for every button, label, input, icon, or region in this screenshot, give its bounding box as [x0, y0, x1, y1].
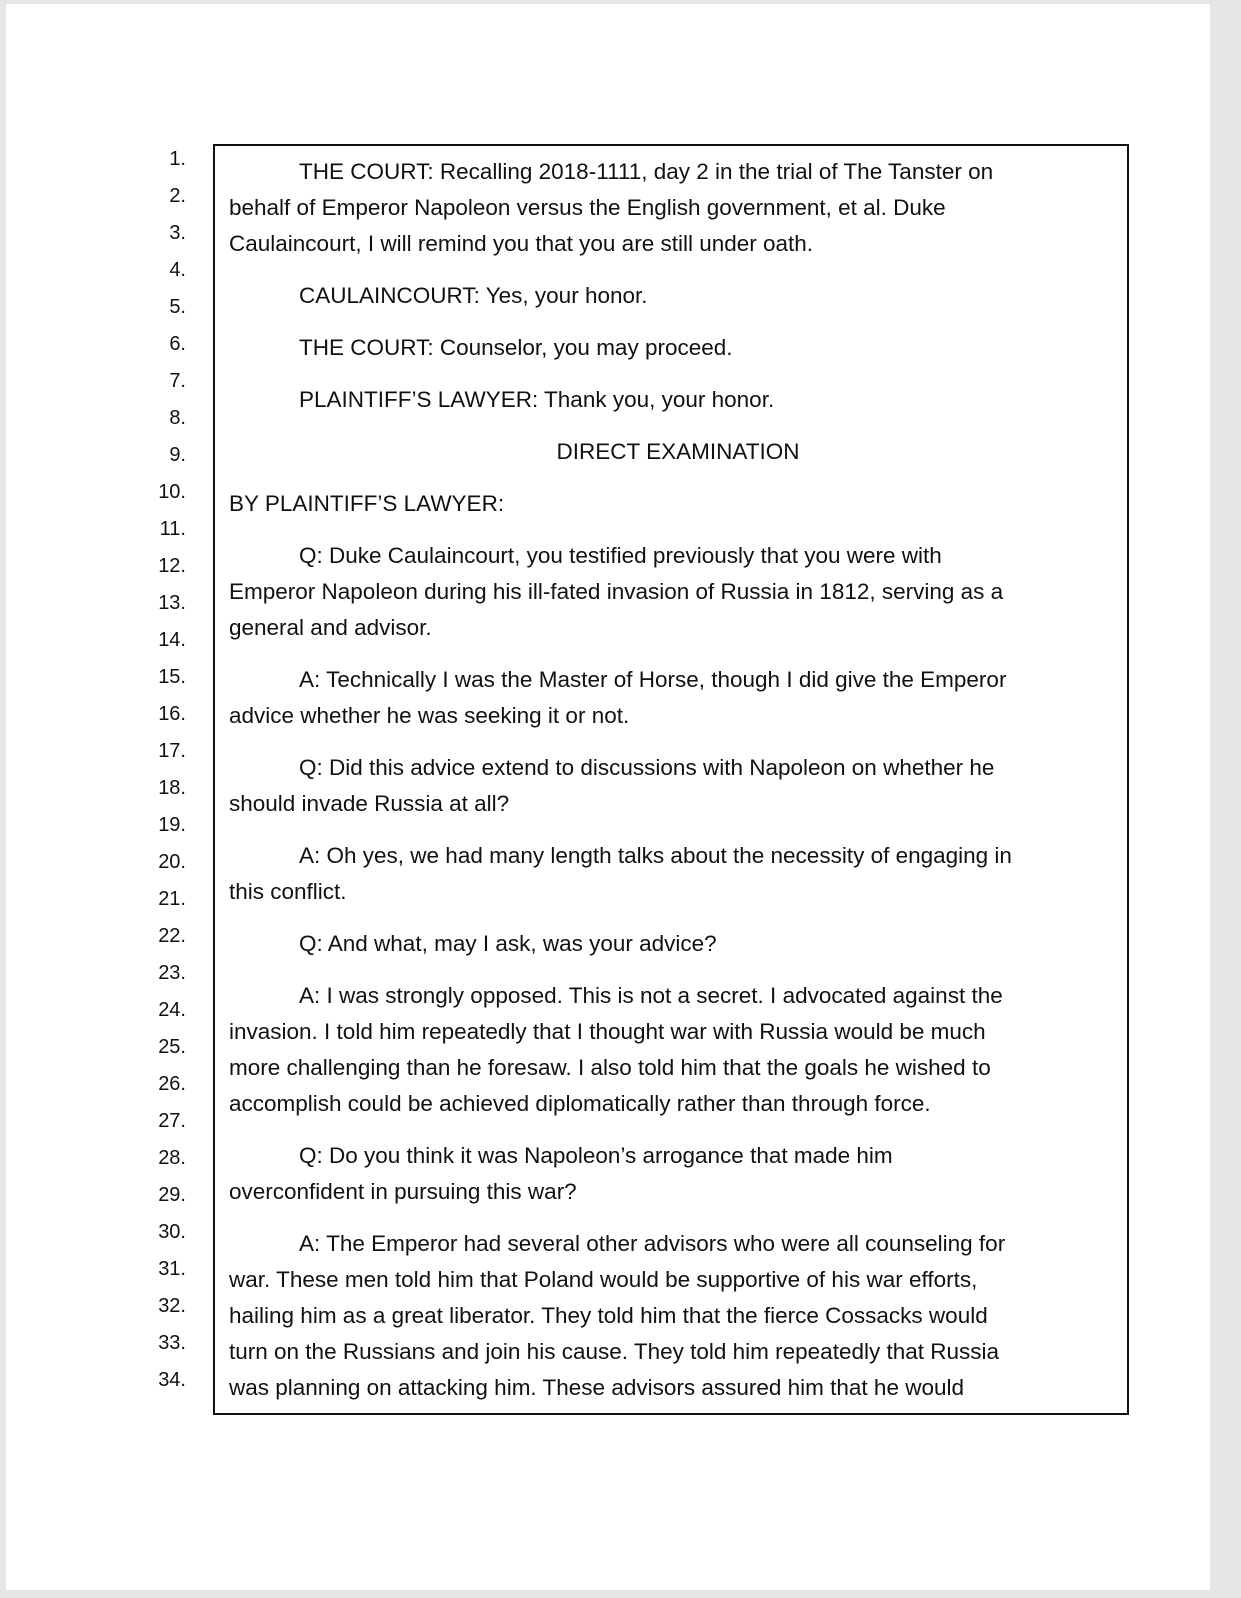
text-line: CAULAINCOURT: Yes, your honor.	[299, 283, 648, 308]
line-number: 15.	[158, 666, 186, 688]
line-number: 20.	[158, 851, 186, 873]
line-number: 24.	[158, 999, 186, 1021]
text-line: BY PLAINTIFF’S LAWYER:	[229, 491, 505, 516]
line-number: 25.	[158, 1036, 186, 1058]
text-line: behalf of Emperor Napoleon versus the English government, et al. Duke	[229, 195, 946, 220]
text-line: A: Technically I was the Master of Horse, though I did give the Emperor	[299, 667, 1007, 692]
text-line: DIRECT EXAMINATION	[556, 439, 800, 464]
transcript-paragraph	[229, 278, 1127, 314]
line-number: 14.	[158, 629, 186, 651]
text-line: should invade Russia at all?	[229, 791, 510, 816]
text-line: THE COURT: Counselor, you may proceed.	[299, 335, 733, 360]
line-number: 17.	[158, 740, 186, 762]
transcript-paragraph	[229, 978, 1127, 1122]
line-number: 32.	[158, 1295, 186, 1317]
text-line: advice whether he was seeking it or not.	[229, 703, 630, 728]
line-number: 13.	[158, 592, 186, 614]
text-line: accomplish could be achieved diplomatically rather than through force.	[229, 1091, 931, 1116]
transcript-paragraph	[229, 330, 1127, 366]
text-line: A: Oh yes, we had many length talks about the necessity of engaging in	[299, 843, 1012, 868]
text-line: Q: Duke Caulaincourt, you testified previously that you were with	[299, 543, 942, 568]
line-number: 1.	[169, 148, 186, 170]
text-line: overconfident in pursuing this war?	[229, 1179, 577, 1204]
line-number: 23.	[158, 962, 186, 984]
line-number: 19.	[158, 814, 186, 836]
line-number: 11.	[159, 518, 186, 540]
transcript-text-box	[213, 144, 1129, 1415]
text-line: war. These men told him that Poland would be supportive of his war efforts,	[229, 1267, 978, 1292]
line-number: 28.	[158, 1147, 186, 1169]
line-number: 8.	[169, 407, 186, 429]
line-number: 2.	[169, 185, 186, 207]
text-line: Q: And what, may I ask, was your advice?	[299, 931, 717, 956]
document-page	[6, 4, 1210, 1590]
text-line: was planning on attacking him. These advisors assured him that he would	[229, 1375, 964, 1400]
line-number: 33.	[158, 1332, 186, 1354]
line-number: 21.	[158, 888, 186, 910]
line-number: 34.	[158, 1369, 186, 1391]
text-line: Caulaincourt, I will remind you that you are still under oath.	[229, 231, 814, 256]
text-line: Emperor Napoleon during his ill-fated invasion of Russia in 1812, serving as a	[229, 579, 1004, 604]
line-number: 9.	[169, 444, 186, 466]
text-line: hailing him as a great liberator. They told him that the fierce Cossacks would	[229, 1303, 988, 1328]
line-number: 4.	[169, 259, 186, 281]
line-number: 6.	[169, 333, 186, 355]
line-number: 3.	[169, 222, 186, 244]
text-line: A: The Emperor had several other advisors who were all counseling for	[299, 1231, 1006, 1256]
text-line: PLAINTIFF’S LAWYER: Thank you, your honor.	[299, 387, 775, 412]
line-number: 5.	[169, 296, 186, 318]
transcript-paragraph	[229, 154, 1127, 262]
transcript-paragraph	[229, 1226, 1127, 1406]
text-line: this conflict.	[229, 879, 347, 904]
line-number: 12.	[158, 555, 186, 577]
transcript-paragraph	[229, 538, 1127, 646]
text-line: invasion. I told him repeatedly that I thought war with Russia would be much	[229, 1019, 986, 1044]
text-line: general and advisor.	[229, 615, 432, 640]
transcript-paragraph	[229, 382, 1127, 418]
text-line: Q: Did this advice extend to discussions with Napoleon on whether he	[299, 755, 995, 780]
line-number: 26.	[158, 1073, 186, 1095]
line-number: 7.	[169, 370, 186, 392]
text-line: THE COURT: Recalling 2018-1111, day 2 in the trial of The Tanster on	[299, 159, 994, 184]
text-line: Q: Do you think it was Napoleon’s arrogance that made him	[299, 1143, 893, 1168]
line-number: 30.	[158, 1221, 186, 1243]
transcript-paragraph	[229, 434, 1127, 470]
transcript-paragraph	[229, 662, 1127, 734]
transcript-paragraph	[229, 838, 1127, 910]
text-line: turn on the Russians and join his cause. They told him repeatedly that Russia	[229, 1339, 1000, 1364]
transcript-paragraph	[229, 1138, 1127, 1210]
line-number: 16.	[158, 703, 186, 725]
line-number: 18.	[158, 777, 186, 799]
line-number: 22.	[158, 925, 186, 947]
transcript-paragraph	[229, 750, 1127, 822]
transcript-paragraph	[229, 926, 1127, 962]
line-number: 27.	[158, 1110, 186, 1132]
text-line: more challenging than he foresaw. I also told him that the goals he wished to	[229, 1055, 991, 1080]
transcript-paragraph	[229, 486, 1127, 522]
text-line: A: I was strongly opposed. This is not a secret. I advocated against the	[299, 983, 1003, 1008]
line-number: 10.	[158, 481, 186, 503]
line-number: 31.	[158, 1258, 186, 1280]
line-number: 29.	[158, 1184, 186, 1206]
